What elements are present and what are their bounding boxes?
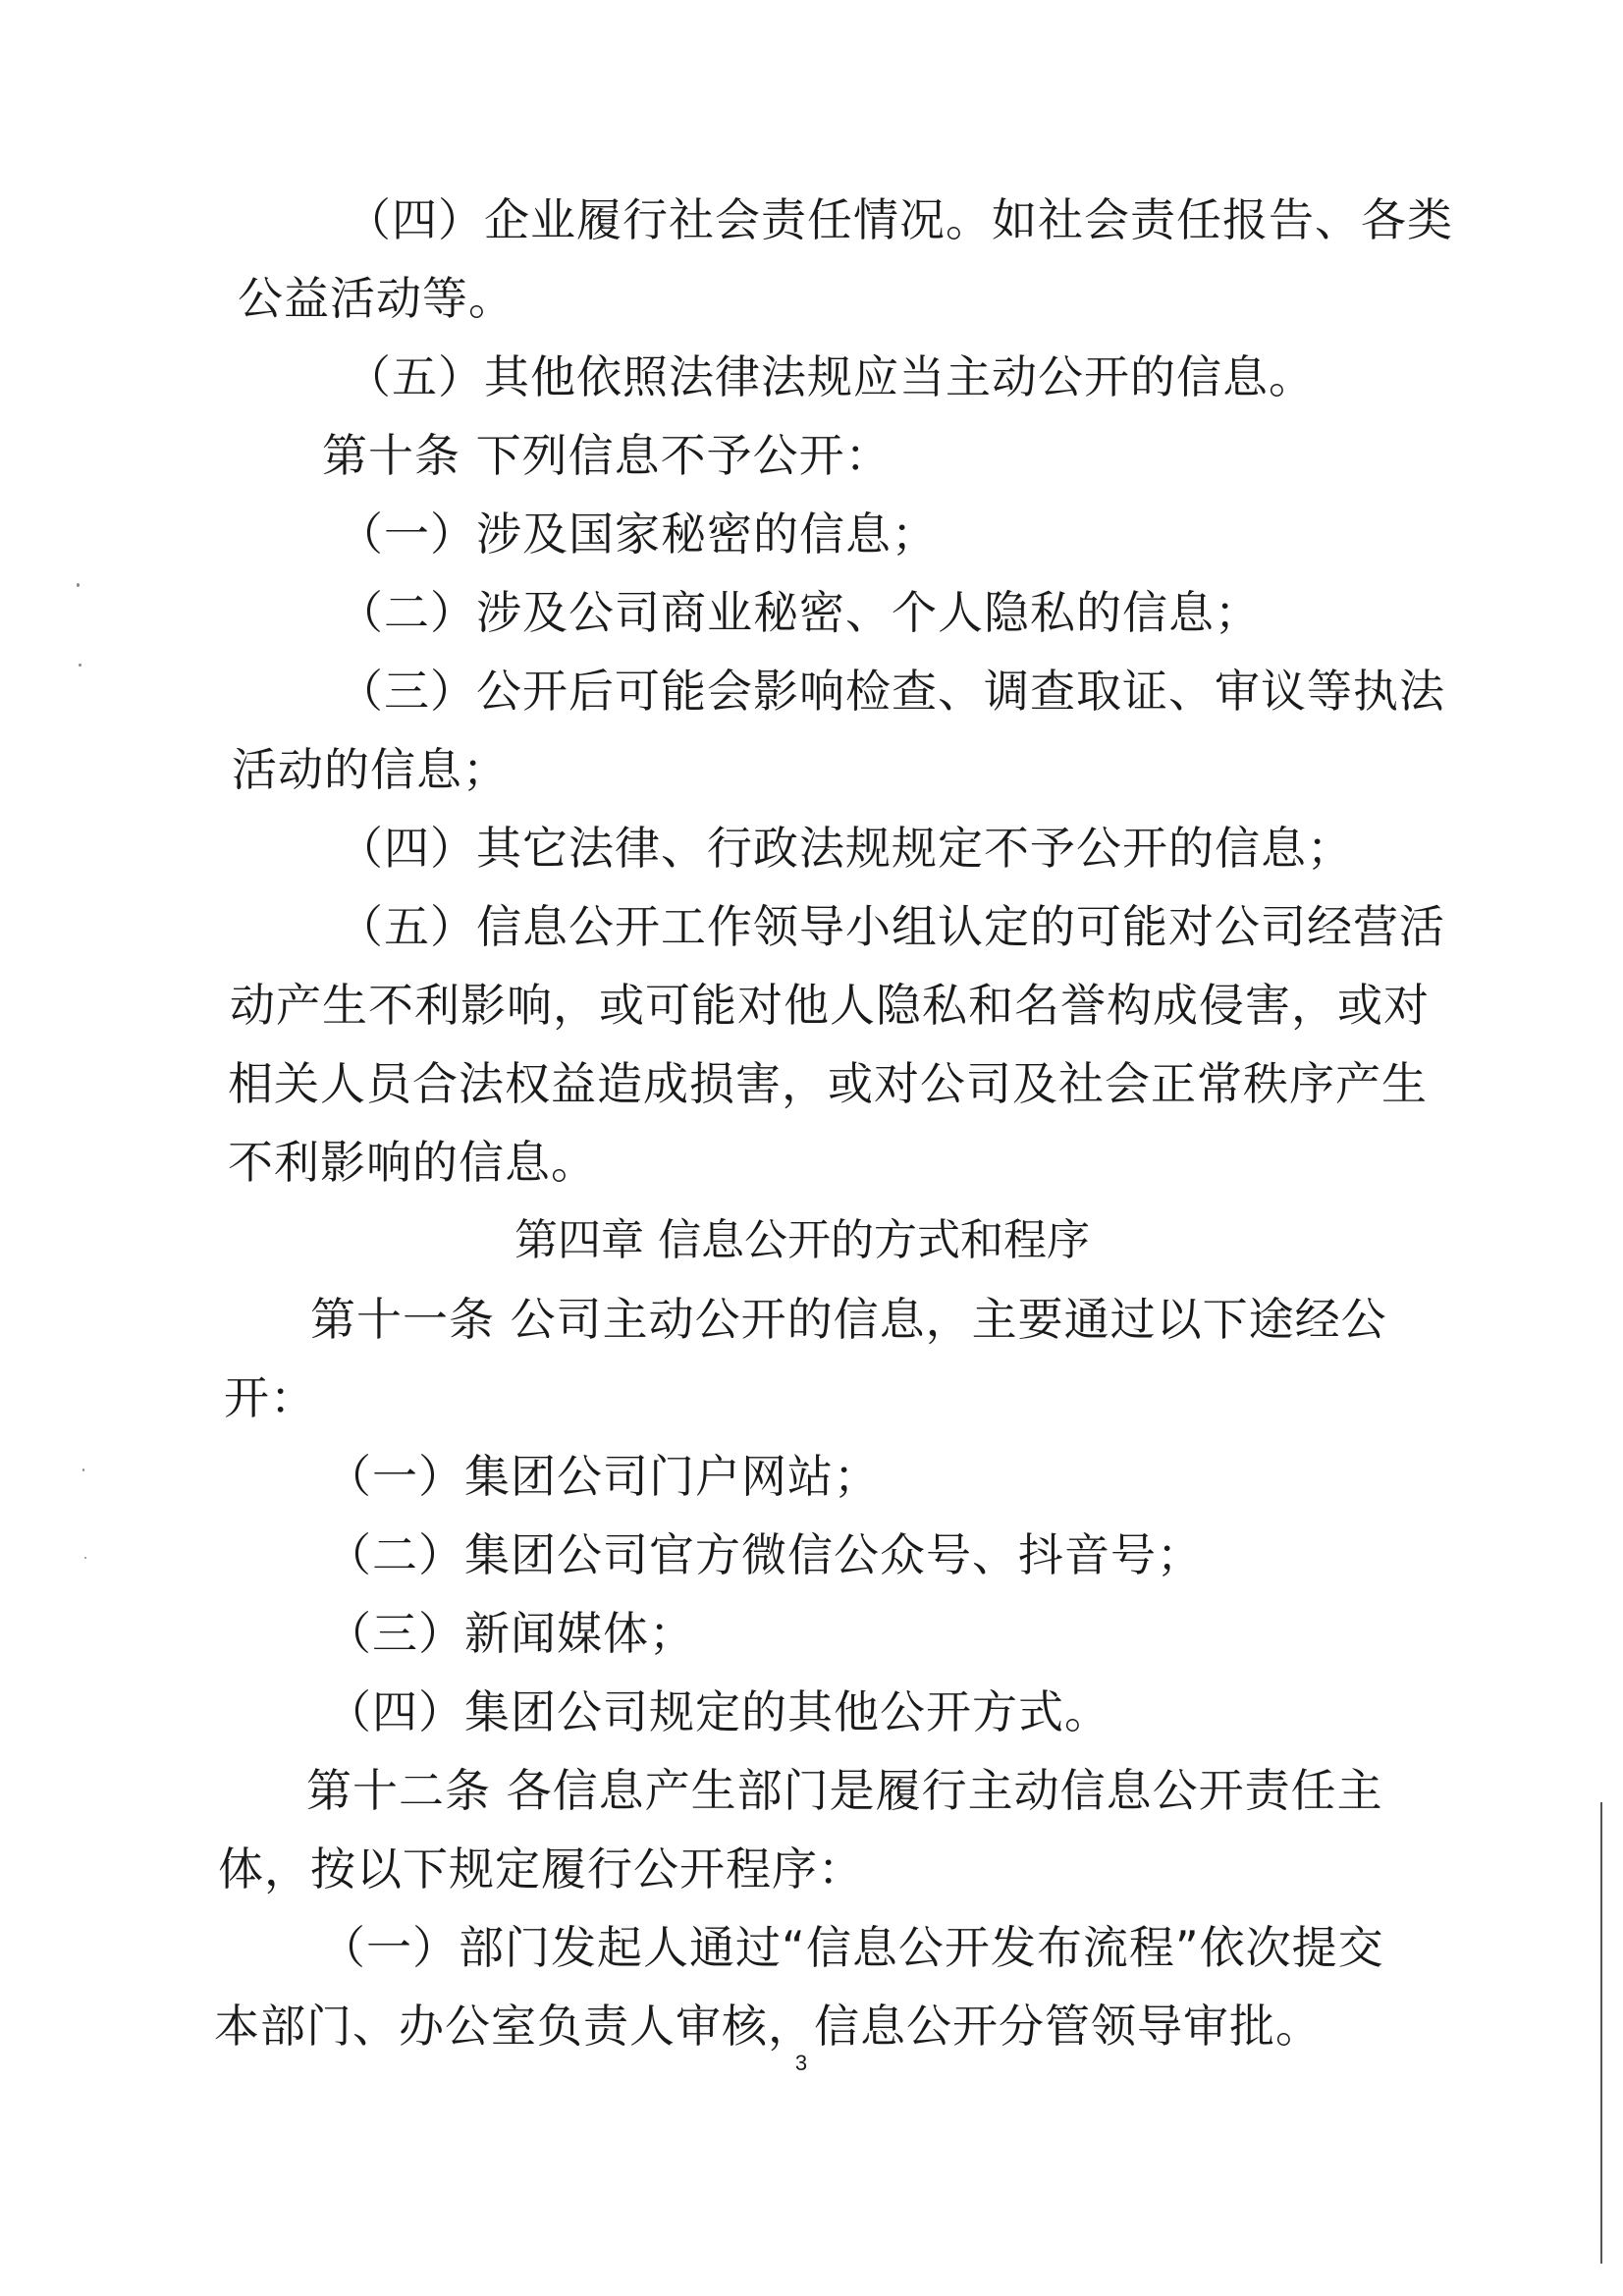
text-line: （二）集团公司官方微信公众号、抖音号； <box>326 1528 1203 1581</box>
text-line: （三）公开后可能会影响检查、调查取证、审议等执法 <box>338 665 1445 718</box>
chapter-heading: 第四章 信息公开的方式和程序 <box>514 1215 1090 1265</box>
text-line: 公益活动等。 <box>238 272 514 325</box>
text-line: 活动的信息； <box>232 743 509 796</box>
scan-speck <box>77 583 80 587</box>
text-line: 体，按以下规定履行公开程序： <box>218 1842 864 1896</box>
text-line: （一）涉及国家秘密的信息； <box>338 507 938 561</box>
scan-edge-line <box>1600 1802 1602 2264</box>
text-line: （二）涉及公司商业秘密、个人隐私的信息； <box>338 586 1261 639</box>
page-number: 3 <box>794 2051 808 2075</box>
text-line: （五）信息公开工作领导小组认定的可能对公司经营活 <box>338 900 1445 953</box>
text-line: （四）集团公司规定的其他公开方式。 <box>326 1685 1110 1738</box>
text-line: （一）部门发起人通过“信息公开发布流程”依次提交 <box>320 1921 1384 1974</box>
text-line: （四）其它法律、行政法规规定不予公开的信息； <box>338 822 1353 875</box>
text-line: 相关人员合法权益造成损害，或对公司及社会正常秩序产生 <box>228 1057 1428 1110</box>
scan-speck <box>82 1468 84 1471</box>
scan-speck <box>84 1557 86 1559</box>
text-line: （五）其他依照法律法规应当主动公开的信息。 <box>346 350 1315 403</box>
scan-speck <box>79 664 81 667</box>
text-line: 第十条 下列信息不予公开： <box>322 429 892 482</box>
text-line: （一）集团公司门户网站； <box>326 1450 880 1503</box>
text-line: 第十一条 公司主动公开的信息，主要通过以下途经公 <box>310 1293 1387 1346</box>
text-line: 本部门、办公室负责人审核，信息公开分管领导审批。 <box>214 2000 1322 2053</box>
text-line: 动产生不利影响，或可能对他人隐私和名誉构成侵害，或对 <box>230 979 1430 1032</box>
text-line: （三）新闻媒体； <box>326 1607 695 1660</box>
text-line: 第十二条 各信息产生部门是履行主动信息公开责任主 <box>306 1764 1383 1817</box>
text-line: 不利影响的信息。 <box>228 1136 597 1189</box>
text-line: 开： <box>224 1371 316 1424</box>
text-line: （四）企业履行社会责任情况。如社会责任报告、各类 <box>346 193 1453 246</box>
